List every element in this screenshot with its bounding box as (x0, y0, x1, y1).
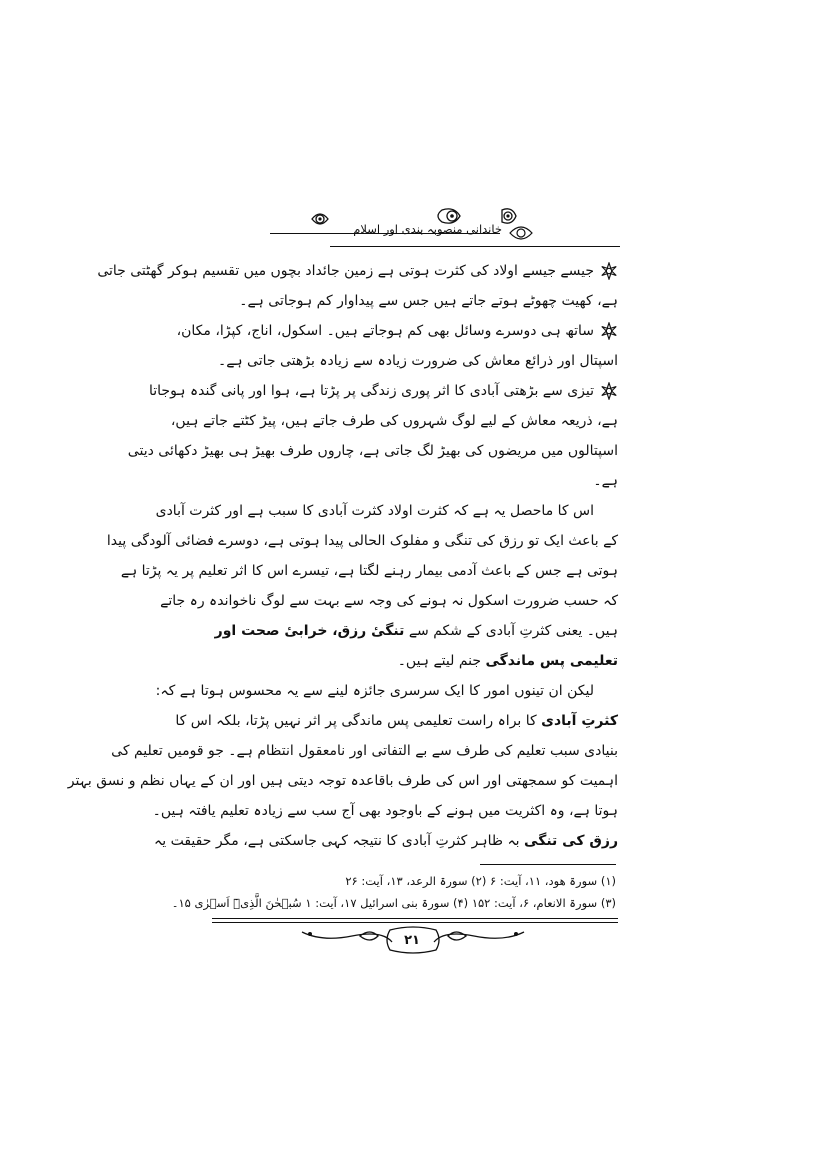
text-line (155, 676, 618, 706)
text-span: بنیادی سبب تعلیم کی طرف سے بے التفاتی اور نامعقول انتظام ہے۔ جو قومیں تعلیم کی (111, 743, 618, 759)
bottom-rule (212, 918, 618, 919)
text-line (97, 256, 618, 286)
text-line (217, 346, 618, 376)
text-line (120, 556, 618, 586)
text-span: کے باعث ایک تو رزق کی تنگی و مفلوک الحالی پیدا ہوتی ہے، دوسرے فضائی آلودگی پیدا (106, 533, 618, 549)
footnote-line: (۱) سورۃ ھود، ۱۱، آیت: ۶ (۲) سورۃ الرعد، ۱۳، آیت: ۲۶ (345, 874, 616, 888)
text-span: لیکن ان تینوں امور کا ایک سرسری جائزہ لینے سے یہ محسوس ہوتا ہے کہ: (155, 683, 594, 699)
bottom-rule-inner (212, 922, 618, 923)
footnote-rule (480, 864, 616, 865)
bold-phrase: تعلیمی پس ماندگی (485, 653, 618, 669)
text-line (170, 406, 618, 436)
text-line (266, 646, 618, 676)
text-line (160, 586, 618, 616)
text-span: ہے۔ (593, 473, 618, 489)
bold-phrase: رزق کی تنگی (524, 833, 618, 849)
text-line (214, 616, 618, 646)
text-line (239, 286, 618, 316)
text-span: اہمیت کو سمجھتی اور اس کی طرف باقاعدہ توجہ دیتی ہیں اور ان کے یہاں نظم و نسق بہتر (67, 773, 618, 789)
flower-bullet-icon (600, 382, 618, 400)
flower-bullet-icon (600, 322, 618, 340)
flower-bullet-icon (600, 262, 618, 280)
bold-phrase: تنگیٔ رزق، خرابیٔ صحت اور (214, 623, 405, 639)
bold-phrase: کثرتِ آبادی (541, 713, 618, 729)
text-span: اسپتالوں میں مریضوں کی بھیڑ لگ جاتی ہے، چاروں طرف بھیڑ ہی بھیڑ دکھائی دیتی (127, 443, 618, 459)
text-span: ہے، کھیت چھوٹے ہوتے جاتے ہیں جس سے پیداوار کم ہوجاتی ہے۔ (239, 293, 618, 309)
text-span: ساتھ ہی دوسرے وسائل بھی کم ہوجاتے ہیں۔ اسکول، اناج، کپڑا، مکان، (176, 323, 594, 339)
text-span: ہے، ذریعہ معاش کے لیے لوگ شہروں کی طرف جاتے ہیں، پیڑ کٹتے جاتے ہیں، (170, 413, 618, 429)
text-span: جیسے جیسے اولاد کی کثرت ہوتی ہے زمین جائداد بچوں میں تقسیم ہوکر گھٹتی جاتی (97, 263, 594, 279)
header-title: خاندانی منصوبہ بندی اور اسلام (353, 222, 502, 236)
header-side-ornament-icon (506, 222, 536, 244)
text-span: جنم لیتے ہیں۔ (397, 653, 486, 669)
text-span: اس کا ماحصل یہ ہے کہ کثرت اولاد کثرت آبادی کا سبب ہے اور کثرت آبادی (155, 503, 594, 519)
text-line (67, 766, 618, 796)
text-line (148, 376, 618, 406)
header-rule-lower (330, 246, 620, 247)
text-line (175, 706, 618, 736)
text-line (111, 736, 618, 766)
body-text (67, 256, 618, 856)
text-span: اسپتال اور ذرائع معاش کی ضرورت زیادہ سے زیادہ بڑھتی جاتی ہے۔ (217, 353, 618, 369)
text-span: کا براہ راست تعلیمی پس ماندگی پر اثر نہیں پڑتا، بلکہ اس کا (175, 713, 542, 729)
page-number: ۲۱ (404, 933, 420, 948)
text-span: تیزی سے بڑھتی آبادی کا اثر پوری زندگی پر پڑتا ہے، ہوا اور پانی گندہ ہوجاتا (148, 383, 594, 399)
text-line (152, 796, 618, 826)
text-span: ہوتی ہے جس کے باعث آدمی بیمار رہنے لگتا ہے، تیسرے اس کا اثر تعلیم پر یہ پڑتا ہے (120, 563, 618, 579)
text-line (127, 436, 618, 466)
text-line (176, 316, 618, 346)
text-span: ہوتا ہے، وہ اکثریت میں ہونے کے باوجود بھی آج سب سے زیادہ تعلیم یافتہ ہیں۔ (152, 803, 618, 819)
running-header (270, 196, 620, 252)
text-line (106, 526, 618, 556)
text-line (266, 466, 618, 496)
text-span: ہیں۔ یعنی کثرتِ آبادی کے شکم سے (404, 623, 618, 639)
text-span: بہ ظاہر کثرتِ آبادی کا نتیجہ کہی جاسکتی ہے، مگر حقیقت یہ (154, 833, 525, 849)
text-line (154, 826, 618, 856)
text-line (155, 496, 618, 526)
text-span: کہ حسب ضرورت اسکول نہ ہونے کی وجہ سے بہت سے لوگ ناخواندہ رہ جاتے (160, 593, 618, 609)
footnote-line: (۳) سورۃ الانعام، ۶، آیت: ۱۵۲ (۴) سورۃ بنی اسرائیل ۱۷، آیت: ۱ سُبۡحٰنَ الَّذِیۡٓ اَسۡرٰی ۱۵۔ (171, 896, 616, 910)
